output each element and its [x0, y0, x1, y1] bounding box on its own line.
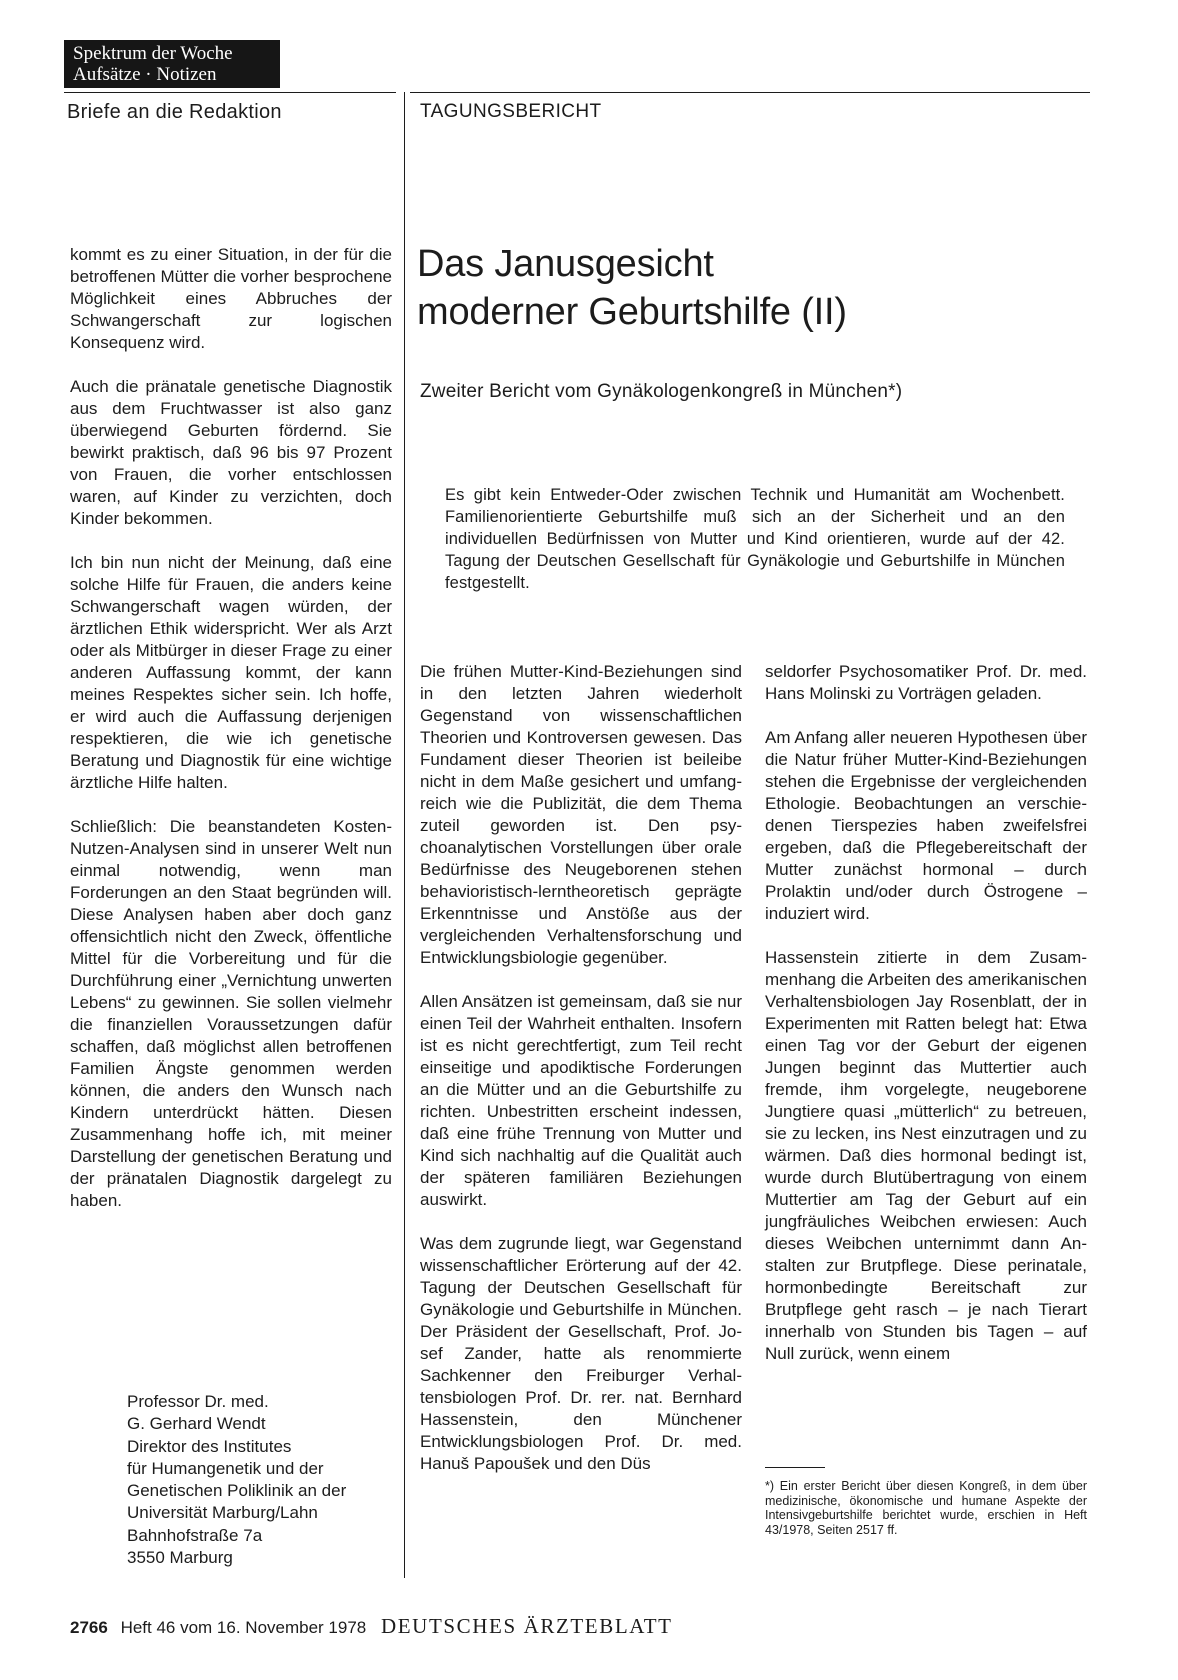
section-badge: [64, 40, 280, 88]
article-title-line2: moderner Geburtshilfe (II): [417, 291, 847, 333]
signature-line: Direktor des Institutes: [127, 1436, 292, 1456]
signature-line: für Humangenetik und der: [127, 1458, 324, 1478]
signature-line: Genetischen Poliklinik an der: [127, 1481, 347, 1501]
signature-line: Professor Dr. med.: [127, 1392, 269, 1411]
article-paragraph: seldorfer Psychosomatiker Prof. Dr. med. Hans Molinski zu Vorträgen geladen.: [765, 662, 1087, 703]
section-badge-line2: Aufsätze · Notizen: [73, 64, 217, 85]
article-paragraph: Am Anfang aller neueren Hypothesen über die Natur früher Mutter-Kind-Beziehungen stehen die Ergebnisse der vergleichenden Ethologie. Beobachtungen an verschiedenen Tierspezies haben zweifelsfrei ergeben, daß die Pflegebereitschaft der Mutter zunächst hormonal – durch Prolaktin und/oder durch Östrogene – induziert wird.: [765, 728, 1087, 923]
section-header-report: TAGUNGSBERICHT: [420, 101, 602, 122]
signature-line: 3550 Marburg: [127, 1548, 233, 1568]
article-paragraph: Was dem zugrunde liegt, war Gegenstand wissenschaftlicher Erörterung auf der 42. Tagung der Deutschen Gesellschaft für Gynäkologie und Geburtshilfe in München. Der Präsident der Gesellschaft, Prof. Josef Zander, hatte als renommierte Sachkenner den Freiburger Verhaltensbiologen Prof. Dr. rer. nat. Bernhard Hassenstein, den Münchener Entwicklungsbiologen Prof. Dr. med. Hanuš Papoušek und den Düs: [420, 1234, 742, 1473]
letter-signature: [127, 1391, 417, 1569]
article-title: [417, 240, 847, 336]
article-title-line1: Das Janusgesicht: [417, 243, 714, 285]
letter-paragraph: Schließlich: Die beanstandeten Kosten-Nutzen-Analysen sind in unserer Welt nun einmal notwendig, wenn man Forderungen an den Staat begründen will. Diese Analysen haben aber doch ganz offensichtlich nicht den Zweck, öffentliche Mittel für die Vorbereitung und für die Durchführung einer „Vernichtung unwerten Lebens“ zu gewinnen. Sie sollen vielmehr die finanziellen Voraussetzungen dafür schaffen, daß möglichst allen betroffenen Familien Ängste genommen werden können, die anders den Wunsch nach Kindern unterdrückt hätten. Diesen Zusammenhang hoffe ich, mit meiner Darstellung der genetischen Beratung und der pränatalen Diagnostik dargelegt zu haben.: [70, 817, 392, 1210]
article-lead: Es gibt kein Entweder-Oder zwischen Technik und Humanität am Wochenbett. Familienorientierte Geburtshilfe muß sich an der Sicherheit und an den individuellen Bedürfnissen von Mutter und Kind orientieren, wurde auf der 42. Tagung der Deutschen Gesellschaft für Gynäkologie und Geburtshilfe in München festgestellt.: [445, 486, 1065, 592]
article-column-right: [765, 661, 1087, 1387]
header-rule-left: [64, 92, 396, 93]
article-subtitle: Zweiter Bericht vom Gynäkologenkongreß in München*): [420, 381, 903, 402]
page-number: 2766: [70, 1618, 108, 1637]
letter-paragraph: Ich bin nun nicht der Meinung, daß eine solche Hilfe für Frauen, die anders keine Schwangerschaft wagen würden, der ärztlichen Ethik widerspricht. Wer als Arzt oder als Mitbürger in dieser Frage zu einer anderen Auffassung kommt, der kann meines Respektes sicher sein. Ich hoffe, er wird auch die Auffassung derjenigen respektieren, die wie ich genetische Beratung und Diagnostik für eine wichtige ärztliche Hilfe halten.: [70, 553, 392, 792]
signature-line: Universität Marburg/Lahn: [127, 1503, 318, 1523]
article-footnote: *) Ein erster Bericht über diesen Kongreß, in dem über medizinische, ökonomische und humane Aspekte der Intensivgeburtshilfe berichtet wurde, erschien in Heft 43/1978, Seiten 2517 ff.: [765, 1479, 1087, 1537]
article-paragraph: Hassenstein zitierte in dem Zusammenhang die Arbeiten des amerikanischen Verhaltensbiologen Jay Rosenblatt, der in Experimenten mit Ratten belegt hat: Etwa einen Tag vor der Geburt der eigenen Jungen beginnt das Muttertier auch fremde, ihm vorgelegte, neugeborene Jungtiere quasi „mütterlich“ zu betreuen, sie zu lecken, ins Nest einzutragen und zu wärmen. Daß dies hormonal bedingt ist, wurde durch Blutübertragung von einem Muttertier am Tag der Geburt auf ein jungfräuliches Weibchen erwiesen: Auch dieses Weibchen unternimmt dann Anstalten zur Brutpflege. Diese perinatale, hormonbedingte Bereitschaft zur Brutpflege geht rasch – je nach Tierart innerhalb von Stunden bis Tagen – auf Null zurück, wenn einem: [765, 948, 1087, 1363]
letter-body: [70, 244, 392, 1234]
signature-line: G. Gerhard Wendt: [127, 1414, 266, 1434]
header-rule-right: [410, 92, 1090, 93]
article-paragraph: Allen Ansätzen ist gemeinsam, daß sie nur einen Teil der Wahrheit enthalten. Insofern ist es nicht gerechtfertigt, zum Teil recht einseitige und apodiktische Forderungen an die Mütter und an die Geburtshilfe zu richten. Unbestritten erscheint indessen, daß eine frühe Trennung von Mutter und Kind sich nachhaltig auf die Qualität auch der späteren familiären Beziehungen auswirkt.: [420, 992, 742, 1209]
section-header-letters: Briefe an die Redaktion: [67, 101, 282, 123]
article-paragraph: Die frühen Mutter-Kind-Beziehungen sind in den letzten Jahren wiederholt Gegenstand von wissenschaftlichen Theorien und Kontroversen gewesen. Das Fundament dieser Theorien ist beileibe nicht in dem Maße gesichert und umfangreich wie die Publizität, die dem Thema zuteil geworden ist. Den psychoanalytischen Vorstellungen über orale Bedürfnisse des Neugeborenen stehen behavioristisch-lerntheoretisch geprägte Erkenntnisse und Anstöße aus der vergleichenden Verhaltensforschung und Entwicklungsbiologie gegenüber.: [420, 662, 742, 967]
column-divider: [404, 92, 405, 1578]
signature-line: Bahnhofstraße 7a: [127, 1525, 263, 1545]
letter-paragraph: Auch die pränatale genetische Diagnostik aus dem Fruchtwasser ist also ganz überwiegend Geburten fördernd. Sie bewirkt praktisch, daß 96 bis 97 Prozent von Frauen, die vorher entschlossen waren, auf Kinder zu verzichten, doch Kinder bekommen.: [70, 377, 392, 528]
letter-paragraph: kommt es zu einer Situation, in der für die betroffenen Mütter die vorher besprochene Möglichkeit eines Abbruches der Schwangerschaft zur logischen Konsequenz wird.: [70, 245, 392, 352]
page-footer: [70, 1614, 673, 1639]
section-badge-line1: Spektrum der Woche: [73, 43, 233, 64]
issue-info: Heft 46 vom 16. November 1978: [120, 1618, 367, 1637]
journal-name: DEUTSCHES ÄRZTEBLATT: [380, 1614, 673, 1638]
article-column-middle: [420, 661, 742, 1497]
footnote-rule: [765, 1467, 825, 1468]
